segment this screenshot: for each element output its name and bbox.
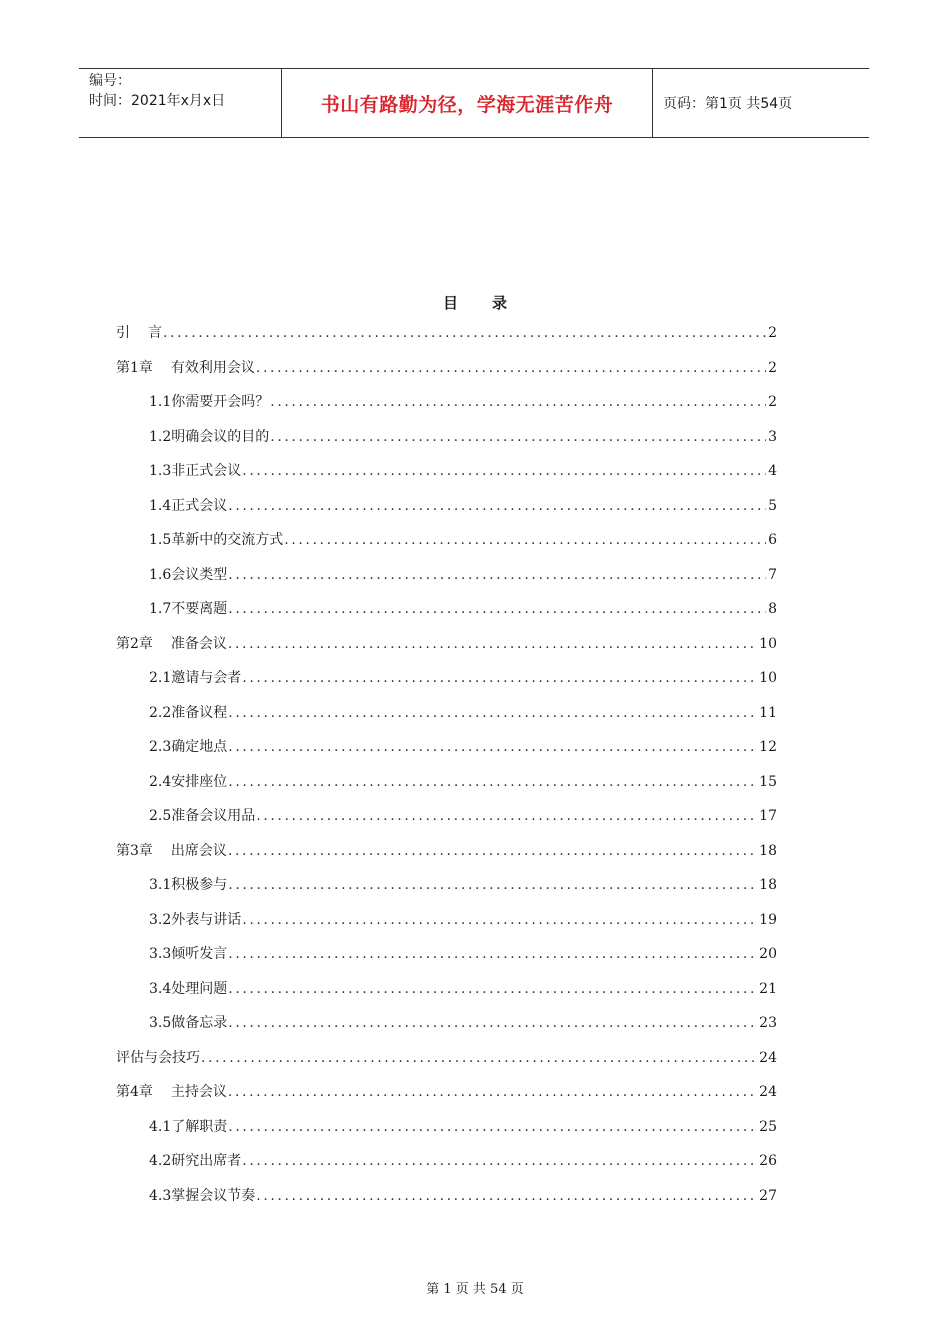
toc-entry-title: 有效利用会议 xyxy=(170,359,255,376)
document-number-label: 编号： xyxy=(89,73,131,89)
toc-leader-dots xyxy=(284,532,766,548)
toc-entry[interactable] xyxy=(116,460,777,495)
toc-entry-title: 2.1邀请与会者 xyxy=(149,670,242,686)
toc-entry-label xyxy=(116,1047,200,1067)
toc-entry[interactable] xyxy=(116,667,777,702)
toc-entry-page: 8 xyxy=(768,601,777,617)
toc-entry-page: 27 xyxy=(759,1187,777,1204)
toc-entry-page: 10 xyxy=(759,635,777,652)
toc-entry-title: 3.5做备忘录 xyxy=(149,1015,228,1031)
toc-entry-page: 20 xyxy=(759,946,777,962)
toc-entry-title: 3.2外表与讲话 xyxy=(149,911,242,928)
toc-entry-page: 6 xyxy=(768,532,777,548)
toc-entry-label xyxy=(149,564,227,584)
toc-entry-title: 4.2研究出席者 xyxy=(149,1153,242,1169)
toc-entry-label xyxy=(149,529,283,549)
toc-entry-title: 主持会议 xyxy=(170,1084,227,1100)
toc-entry-title: 1.2明确会议的目的 xyxy=(149,428,270,445)
toc-entry[interactable] xyxy=(116,909,777,944)
toc-entry[interactable] xyxy=(116,322,777,357)
toc-entry[interactable] xyxy=(116,840,777,875)
document-header xyxy=(79,68,869,138)
toc-leader-dots xyxy=(256,1188,757,1204)
toc-entry-title: 1.7不要离题 xyxy=(149,601,228,617)
toc-entry-title: 2.5准备会议用品 xyxy=(149,808,256,824)
toc-entry-title: 1.5革新中的交流方式 xyxy=(149,532,284,548)
toc-entry[interactable] xyxy=(116,529,777,564)
header-motto: 书山有路勤为径，学海无涯苦作舟 xyxy=(281,69,653,137)
toc-leader-dots xyxy=(228,946,757,962)
toc-entry-number: 第2章 xyxy=(116,635,153,652)
toc-entry[interactable] xyxy=(116,805,777,840)
toc-entry[interactable] xyxy=(116,391,777,426)
toc-entry[interactable] xyxy=(116,1185,777,1220)
toc-entry-title: 3.3倾听发言 xyxy=(149,946,228,962)
toc-entry-title: 出席会议 xyxy=(170,842,227,859)
toc-entry-label xyxy=(116,633,227,653)
toc-entry-label xyxy=(149,805,255,825)
toc-entry-page: 5 xyxy=(768,497,777,514)
toc-entry-page: 10 xyxy=(759,670,777,686)
toc-title-right: 录 xyxy=(492,294,508,312)
toc-leader-dots xyxy=(228,1084,757,1100)
toc-entry-number: 第1章 xyxy=(116,359,153,376)
toc-entry-title: 言 xyxy=(148,325,162,341)
toc-entry-label xyxy=(149,460,241,480)
toc-leader-dots xyxy=(270,394,766,410)
toc-entry-label xyxy=(149,771,227,791)
toc-entry-page: 23 xyxy=(759,1015,777,1031)
toc-entry[interactable] xyxy=(116,1150,777,1185)
toc-entry-title: 4.1了解职责 xyxy=(149,1118,228,1135)
toc-entry-label xyxy=(116,322,162,342)
toc-entry[interactable] xyxy=(116,943,777,978)
toc-entry-label xyxy=(149,978,227,998)
toc-entry-label xyxy=(149,598,227,618)
toc-entry-page: 2 xyxy=(768,394,777,410)
toc-entry[interactable] xyxy=(116,978,777,1013)
toc-entry-label xyxy=(149,874,227,894)
toc-entry-page: 24 xyxy=(759,1084,777,1100)
toc-leader-dots xyxy=(163,325,766,341)
toc-entry-number: 第4章 xyxy=(116,1084,153,1100)
toc-leader-dots xyxy=(242,912,757,928)
header-meta-cell xyxy=(79,69,281,137)
toc-entry[interactable] xyxy=(116,564,777,599)
toc-entry-number: 第3章 xyxy=(116,842,153,859)
toc-entry-page: 18 xyxy=(759,877,777,893)
toc-entry[interactable] xyxy=(116,495,777,530)
toc-entry[interactable] xyxy=(116,1116,777,1151)
toc-entry-label xyxy=(149,702,227,722)
toc-entry-label xyxy=(149,943,227,963)
toc-entry[interactable] xyxy=(116,1081,777,1116)
toc-entry-label xyxy=(149,667,241,687)
toc-entry-label xyxy=(149,391,269,411)
toc-entry-page: 24 xyxy=(759,1049,777,1066)
toc-leader-dots xyxy=(228,774,757,790)
toc-leader-dots xyxy=(228,567,766,583)
toc-entry[interactable] xyxy=(116,633,777,668)
toc-leader-dots xyxy=(228,1119,757,1135)
toc-entry-page: 3 xyxy=(768,428,777,445)
toc-entry-label xyxy=(149,495,227,515)
toc-entry-label xyxy=(116,1081,227,1101)
toc-entry-title: 3.1积极参与 xyxy=(149,877,228,893)
toc-entry[interactable] xyxy=(116,771,777,806)
toc-entry-title: 准备会议 xyxy=(170,635,227,652)
toc-leader-dots xyxy=(228,1015,757,1031)
toc-entry-title: 4.3掌握会议节奏 xyxy=(149,1187,256,1204)
toc-leader-dots xyxy=(242,463,766,479)
toc-entry-page: 17 xyxy=(759,808,777,824)
toc-leader-dots xyxy=(201,1050,757,1066)
toc-entry-label xyxy=(149,1150,241,1170)
toc-entry-page: 7 xyxy=(768,566,777,583)
document-date-label: 时间：2021年x月x日 xyxy=(89,93,226,109)
toc-entry-label xyxy=(149,1185,255,1205)
toc-entry-title: 3.4处理问题 xyxy=(149,980,228,997)
toc-entry-page: 26 xyxy=(759,1153,777,1169)
toc-entry-page: 18 xyxy=(759,842,777,859)
toc-leader-dots xyxy=(228,739,757,755)
toc-entry[interactable] xyxy=(116,1012,777,1047)
toc-entry-title: 1.6会议类型 xyxy=(149,566,228,583)
toc-entry-page: 15 xyxy=(759,773,777,790)
toc-entry-title: 评估与会技巧 xyxy=(116,1049,200,1066)
toc-leader-dots xyxy=(256,808,757,824)
toc-entry[interactable] xyxy=(116,702,777,737)
toc-entry-label xyxy=(149,736,227,756)
toc-entry-page: 21 xyxy=(759,980,777,997)
toc-leader-dots xyxy=(228,877,757,893)
toc-entry-title: 2.4安排座位 xyxy=(149,773,228,790)
toc-entry-page: 4 xyxy=(768,463,777,479)
toc-title-left: 目 xyxy=(442,294,458,312)
toc-entry-label xyxy=(149,909,241,929)
toc-entry-page: 12 xyxy=(759,739,777,755)
toc-leader-dots xyxy=(228,843,757,859)
header-page-info: 页码：第1页 共54页 xyxy=(663,96,793,112)
toc-entry[interactable] xyxy=(116,1047,777,1082)
toc-leader-dots xyxy=(242,1153,757,1169)
page-footer: 第 1 页 共 54 页 xyxy=(426,1282,524,1297)
toc-entry[interactable] xyxy=(116,736,777,771)
toc-entry-title: 1.4正式会议 xyxy=(149,497,228,514)
toc-entry-label xyxy=(116,840,227,860)
toc-leader-dots xyxy=(228,636,757,652)
toc-entry-page: 2 xyxy=(768,359,777,376)
toc-entry-label xyxy=(149,1012,227,1032)
toc-entry-label xyxy=(116,357,255,377)
toc-leader-dots xyxy=(228,981,757,997)
toc-entry[interactable] xyxy=(116,598,777,633)
toc-title xyxy=(0,292,950,313)
toc-entry-page: 19 xyxy=(759,911,777,928)
toc-entry-page: 25 xyxy=(759,1118,777,1135)
toc-entry-title: 1.1你需要开会吗？ xyxy=(149,394,270,410)
table-of-contents xyxy=(116,322,777,1219)
toc-entry-label xyxy=(149,1116,227,1136)
toc-leader-dots xyxy=(228,498,766,514)
toc-entry-label xyxy=(149,426,269,446)
toc-entry-title: 2.3确定地点 xyxy=(149,739,228,755)
toc-entry[interactable] xyxy=(116,357,777,392)
toc-entry-title: 1.3非正式会议 xyxy=(149,463,242,479)
toc-entry-title: 2.2准备议程 xyxy=(149,704,228,721)
toc-entry[interactable] xyxy=(116,874,777,909)
toc-entry-page: 11 xyxy=(759,704,777,721)
toc-leader-dots xyxy=(228,601,766,617)
toc-entry-number: 引 xyxy=(116,325,130,341)
toc-entry-page: 2 xyxy=(768,325,777,341)
toc-leader-dots xyxy=(228,705,757,721)
toc-entry[interactable] xyxy=(116,426,777,461)
toc-leader-dots xyxy=(256,360,766,376)
toc-leader-dots xyxy=(242,670,757,686)
toc-leader-dots xyxy=(270,429,766,445)
